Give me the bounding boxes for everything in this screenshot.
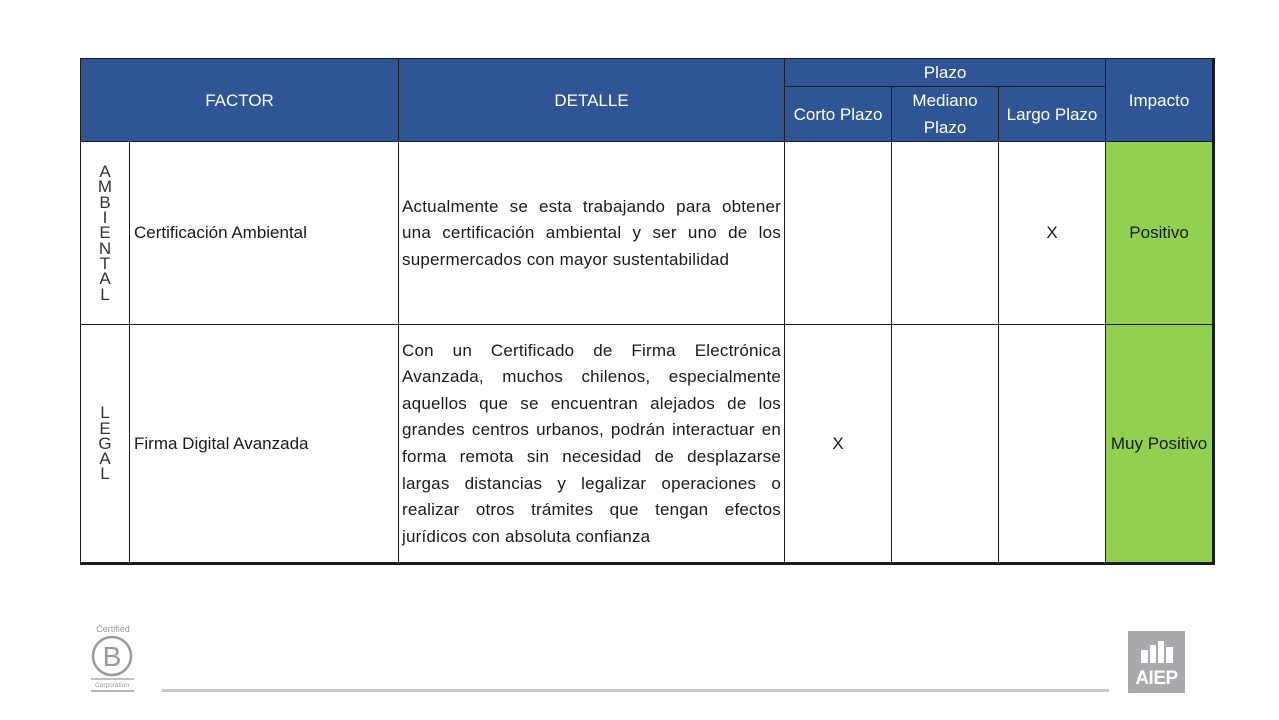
aiep-logo (1128, 631, 1185, 693)
header-impacto: Impacto (1106, 59, 1214, 142)
largo-plazo-cell (999, 325, 1106, 564)
aiep-logo-text: AIEP (1135, 668, 1178, 689)
bcorp-logo (88, 622, 138, 694)
table-row (81, 142, 1214, 325)
bcorp-logo-icon (88, 622, 138, 694)
aiep-building-icon (1140, 641, 1174, 663)
pest-table (80, 58, 1215, 565)
svg-text:B: B (102, 641, 122, 672)
corto-plazo-cell: X (785, 325, 892, 564)
table-row (81, 325, 1214, 564)
factor-cell: Firma Digital Avanzada (130, 325, 399, 564)
mediano-plazo-cell (892, 325, 999, 564)
header-detalle: DETALLE (399, 59, 785, 142)
footer-divider (162, 689, 1109, 692)
detail-cell: Actualmente se esta trabajando para obtener una certificación ambiental y ser uno de los supermercados con mayor sustentabilidad (399, 142, 785, 325)
mediano-plazo-cell (892, 142, 999, 325)
impact-cell: Muy Positivo (1106, 325, 1214, 564)
corto-plazo-cell (785, 142, 892, 325)
header-plazo: Plazo (785, 59, 1106, 87)
header-factor: FACTOR (81, 59, 399, 142)
header-largo-plazo: Largo Plazo (999, 87, 1106, 142)
svg-text:Corporation: Corporation (95, 682, 129, 689)
header-corto-plazo: Corto Plazo (785, 87, 892, 142)
svg-text:Certified: Certified (96, 624, 130, 634)
factor-cell: Certificación Ambiental (130, 142, 399, 325)
category-label-legal: L E G A L (81, 325, 130, 564)
largo-plazo-cell: X (999, 142, 1106, 325)
header-mediano-plazo: Mediano Plazo (892, 87, 999, 142)
category-label-ambiental: A M B I E N T A L (81, 142, 130, 325)
impact-cell: Positivo (1106, 142, 1214, 325)
detail-cell: Con un Certificado de Firma Electrónica Avanzada, muchos chilenos, especialmente aquellos que se encuentran alejados de los grandes centros urbanos, podrán interactuar en forma remota sin necesidad de desplazarse largas distancias y legalizar operaciones o realizar otros trámites que tengan efectos jurídicos con absoluta confianza (399, 325, 785, 564)
